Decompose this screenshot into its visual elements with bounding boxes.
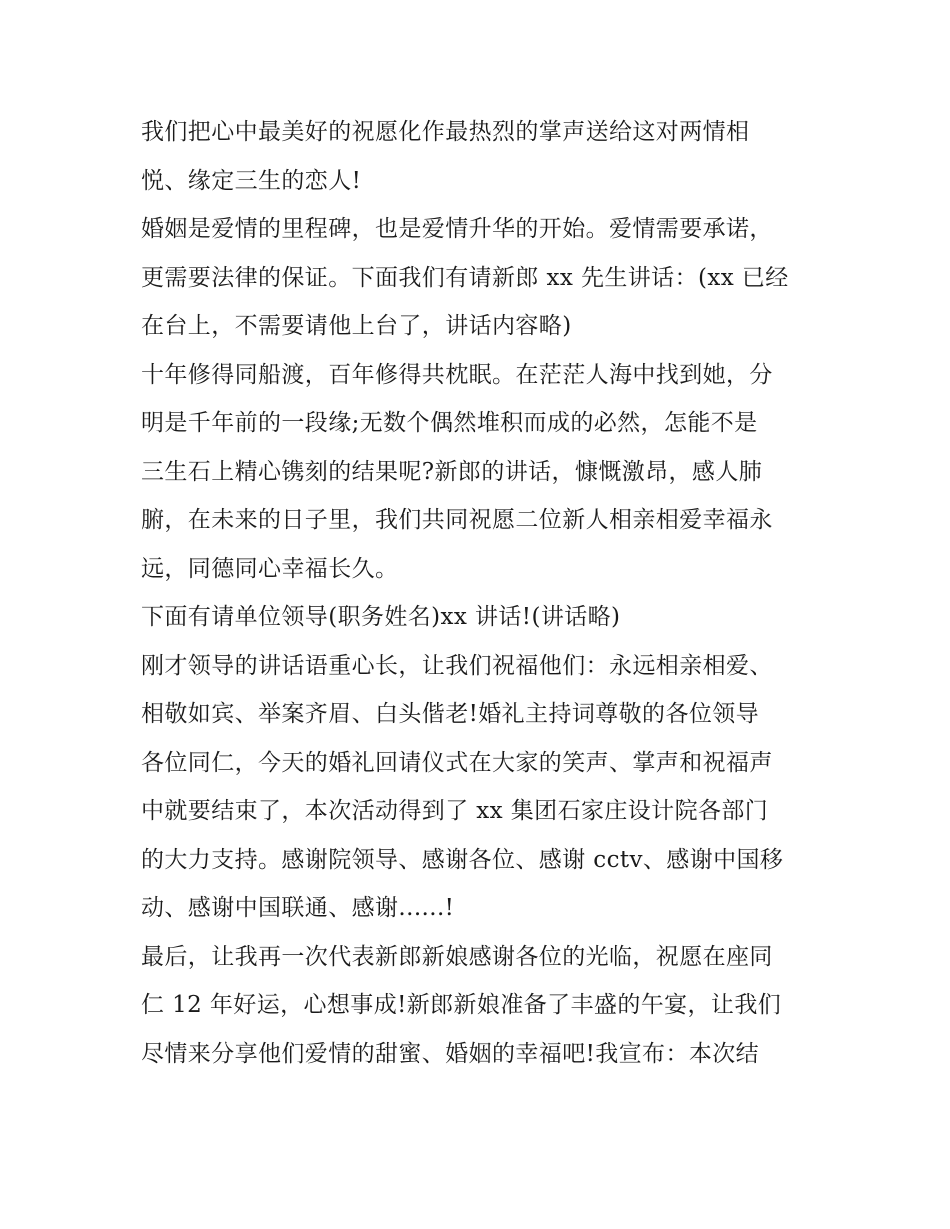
text-line: 更需要法律的保证。下面我们有请新郎 xx 先生讲话：(xx 已经 [141, 264, 789, 291]
text-line: 刚才领导的讲话语重心长，让我们祝福他们：永远相亲相爱、 [141, 652, 773, 679]
text-line: 悦、缘定三生的恋人! [141, 167, 362, 194]
document-body [141, 108, 817, 1078]
text-line: 十年修得同船渡，百年修得共枕眠。在茫茫人海中找到她，分 [141, 361, 773, 388]
text-line: 三生石上精心镌刻的结果呢?新郎的讲话，慷慨激昂，感人肺 [141, 458, 763, 485]
text-line: 婚姻是爱情的里程碑，也是爱情升华的开始。爱情需要承诺， [141, 216, 773, 242]
text-line: 腑，在未来的日子里，我们共同祝愿二位新人相亲相爱幸福永 [141, 507, 773, 533]
text-line: 动、感谢中国联通、感谢......! [141, 895, 455, 921]
text-line: 明是千年前的一段缘;无数个偶然堆积而成的必然，怎能不是 [141, 410, 758, 436]
text-line: 的大力支持。感谢院领导、感谢各位、感谢 cctv、感谢中国移 [141, 846, 784, 873]
text-line: 在台上，不需要请他上台了，讲话内容略) [141, 313, 572, 339]
text-line: 相敬如宾、举案齐眉、白头偕老!婚礼主持词尊敬的各位领导 [141, 701, 760, 727]
text-line: 中就要结束了，本次活动得到了 xx 集团石家庄设计院各部门 [141, 798, 769, 824]
text-line: 我们把心中最美好的祝愿化作最热烈的掌声送给这对两情相 [141, 119, 750, 145]
text-line: 尽情来分享他们爱情的甜蜜、婚姻的幸福吧!我宣布：本次结 [141, 1040, 760, 1067]
text-line: 仁 12 年好运，心想事成!新郎新娘准备了丰盛的午宴，让我们 [141, 992, 782, 1018]
text-line: 下面有请单位领导(职务姓名)xx 讲话!(讲话略) [141, 604, 621, 630]
text-line: 各位同仁，今天的婚礼回请仪式在大家的笑声、掌声和祝福声 [141, 749, 773, 776]
text-line: 最后，让我再一次代表新郎新娘感谢各位的光临，祝愿在座同 [141, 943, 773, 970]
text-line: 远，同德同心幸福长久。 [141, 555, 399, 582]
